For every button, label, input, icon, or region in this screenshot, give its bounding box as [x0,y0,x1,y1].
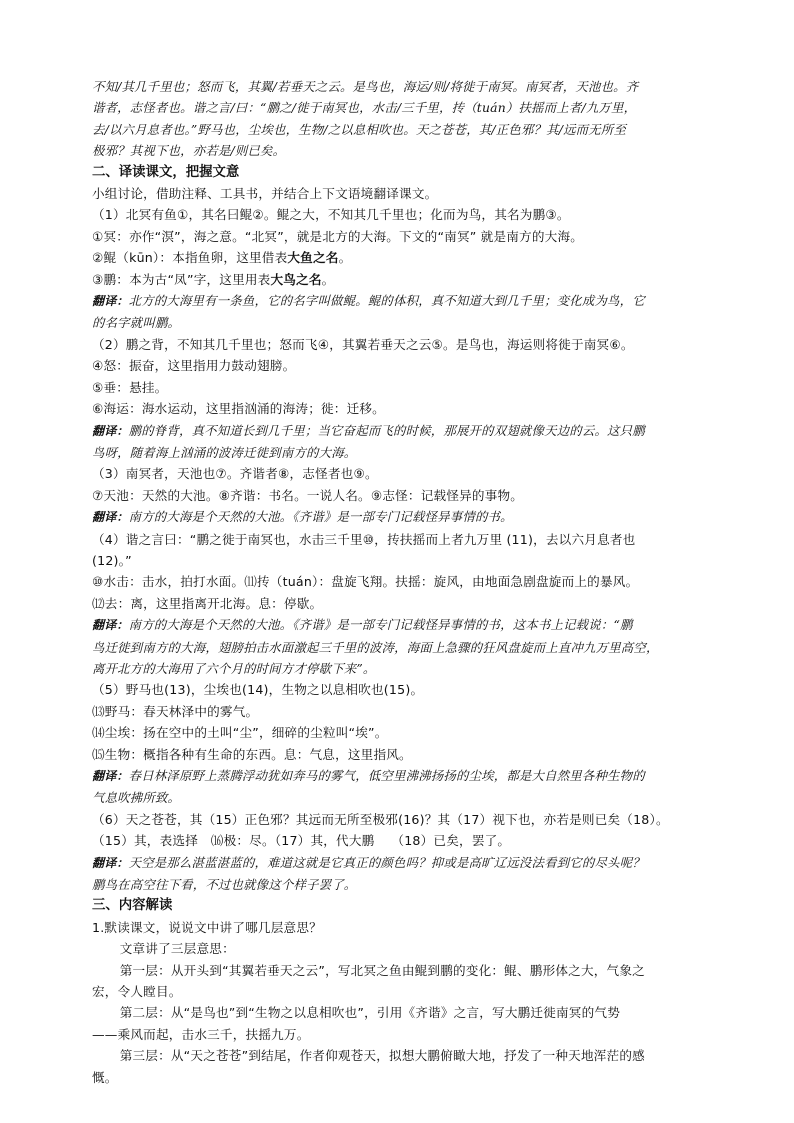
answer-line: ——乘风而起，击水三千，扶摇九万。 [92,1026,310,1042]
translation-text: 北方的大海里有一条鱼，它的名字叫做鲲。鲲的体积，真不知道大到几千里；变化成为鸟，它 [128,293,645,309]
sentence-5: （5）野马也(13)，尘埃也(14)，生物之以息相吹也(15)。 [92,682,424,698]
translation-label: 翻译： [92,769,129,783]
translation-line: 鹏鸟在高空往下看，不过也就像这个样子罢了。 [92,877,357,893]
note-line: ①冥：亦作“溟”，海之意。“北冥”，就是北方的大海。下文的“南冥” 就是南方的大海。 [92,228,584,244]
translation-label: 翻译： [92,294,129,309]
sentence-2: （2）鹏之背，不知其几千里也；怒而飞④，其翼若垂天之云⑤。是鸟也，海运则将徙于南冥⑥。 [92,336,634,352]
translation-line: 鸟呀，随着海上汹涌的波涛迁徙到南方的大海。 [92,444,357,460]
document-page [92,76,706,1088]
translation-line: 鸟迁徙到南方的大海，翅膀拍击水面激起三千里的波涛，海面上急骤的狂风盘旋而上直冲九万里高空， [92,639,659,655]
translation-line [92,852,706,874]
section2-heading: 二、译读课文，把握文意 [92,164,240,180]
translation-line: 离开北方的大海用了六个月的时间方才停歇下来”。 [92,660,376,676]
translation-text: 鹏的脊背，真不知道长到几千里；当它奋起而飞的时候，那展开的双翅就像天边的云。这只鹏 [128,422,645,438]
sentence-4: （4）谐之言曰：“鹏之徙于南冥也，水击三千里⑩，抟扶摇而上者九万里 (11)，去以六月息者也 [92,531,636,547]
translation-line: 的名字就叫鹏。 [92,315,181,331]
note-text: ②鲲（kūn）：本指鱼卵，这里借表 [92,250,288,266]
section3-heading: 三、内容解读 [92,898,173,914]
note-bold: 大鱼之名 [287,250,339,266]
answer-line: 第三层：从“天之苍苍”到结尾，作者仰观苍天，拟想大鹏俯瞰大地，抒发了一种天地浑茫的感 [119,1048,645,1064]
translation-text: 南方的大海是个天然的大池。《齐谐》是一部专门记载怪异事情的书，这本书上记载说：“鹏 [128,617,633,633]
translation-line [92,765,706,787]
sentence-3: （3）南冥者，天池也⑦。齐谐者⑧，志怪者也⑨。 [92,466,378,482]
note-text: 。 [338,250,352,266]
top-text-line: 去/以六月息者也。”野马也，尘埃也，生物/之以息相吹也。天之苍苍，其/正色邪？其/远而无所至 [92,121,627,137]
note-line: （15）其，表选择 ⒃极：尽。（17）其，代大鹏 （18）已矣，罢了。 [92,833,511,849]
answer-line: 第一层：从开头到“其翼若垂天之云”，写北冥之鱼由鲲到鹏的变化：鲲、鹏形体之大，气象之 [119,962,645,978]
section2-intro: 小组讨论，借助注释、工具书，并结合上下文语境翻译课文。 [92,186,438,202]
translation-line [92,506,706,528]
translation-label: 翻译： [92,618,129,633]
translation-line [92,420,706,442]
sentence-6: （6）天之苍苍，其（15）正色邪？其远而无所至极邪(16)？其（17）视下也，亦若是则已矣（18）。 [92,811,669,827]
top-text-line: 不知/其几千里也；怒而飞，其翼/若垂天之云。是鸟也，海运/则/将徙于南冥。南冥者，天池也。齐 [92,79,639,94]
note-line: ⑿去：离，这里指离开北海。息：停歇。 [92,595,323,611]
note-line: ⑩水击：击水，拍打水面。⑾抟（tuán）：盘旋飞翔。扶摇：旋风，由地面急剧盘旋而上的暴风。 [92,574,639,590]
note-line: ⑦天池：天然的大池。⑧齐谐：书名。一说人名。⑨志怪：记载怪异的事物。 [92,487,524,503]
translation-line [92,290,706,312]
answer-line: 文章讲了三层意思： [119,941,235,957]
note-text: ③鹏：本为古“凤”字，这里用表 [92,271,271,287]
question-1: 1.默读课文，说说文中讲了哪几层意思？ [92,919,322,935]
note-text: 。 [321,271,335,287]
note-line: ⑥海运：海水运动，这里指汹涌的海涛；徙：迁移。 [92,401,385,417]
top-text-line: 谐者，志怪者也。谐之言/曰：“鹏之/徙于南冥也，水击/三千里，抟（tuán）扶摇而上者/九万里， [92,100,637,116]
translation-label: 翻译： [92,423,129,438]
translation-text: 春日林泽原野上蒸腾浮动犹如奔马的雾气，低空里沸沸扬扬的尘埃，都是大自然里各种生物的 [128,768,645,783]
translation-line: 气息吹拂所致。 [92,790,181,806]
top-text-line: 极邪？其视下也，亦若是/则已矣。 [92,143,286,159]
answer-line: 宏，令人瞠目。 [92,984,182,1000]
note-line [92,269,706,290]
translation-line [92,614,706,636]
note-line: ⒁尘埃：扬在空中的土叫“尘”，细碎的尘粒叫“埃”。 [92,725,388,741]
note-line [92,247,706,268]
translation-text: 天空是那么湛蓝湛蓝的，难道这就是它真正的颜色吗？抑或是高旷辽远没法看到它的尽头呢？ [128,854,645,870]
translation-text: 南方的大海是个天然的大池。《齐谐》是一部专门记载怪异事情的书。 [128,509,513,525]
note-line: ⒂生物：概指各种有生命的东西。息：气息，这里指风。 [92,746,412,762]
answer-line: 慨。 [92,1069,118,1085]
note-line: ⑤垂：悬挂。 [92,379,168,395]
sentence-1: （1）北冥有鱼①，其名曰鲲②。鲲之大，不知其几千里也；化而为鸟，其名为鹏③。 [92,207,570,223]
translation-label: 翻译： [92,510,129,525]
note-line: ④怒：振奋，这里指用力鼓动翅膀。 [92,358,296,374]
translation-label: 翻译： [92,855,129,870]
answer-line: 第二层：从“是鸟也”到“生物之以息相吹也”，引用《齐谐》之言，写大鹏迁徙南冥的气势 [119,1005,620,1021]
sentence-4-cont: (12)。” [92,552,132,568]
note-line: ⒀野马：春天林泽中的雾气。 [92,703,259,719]
note-bold: 大鸟之名 [270,271,322,287]
